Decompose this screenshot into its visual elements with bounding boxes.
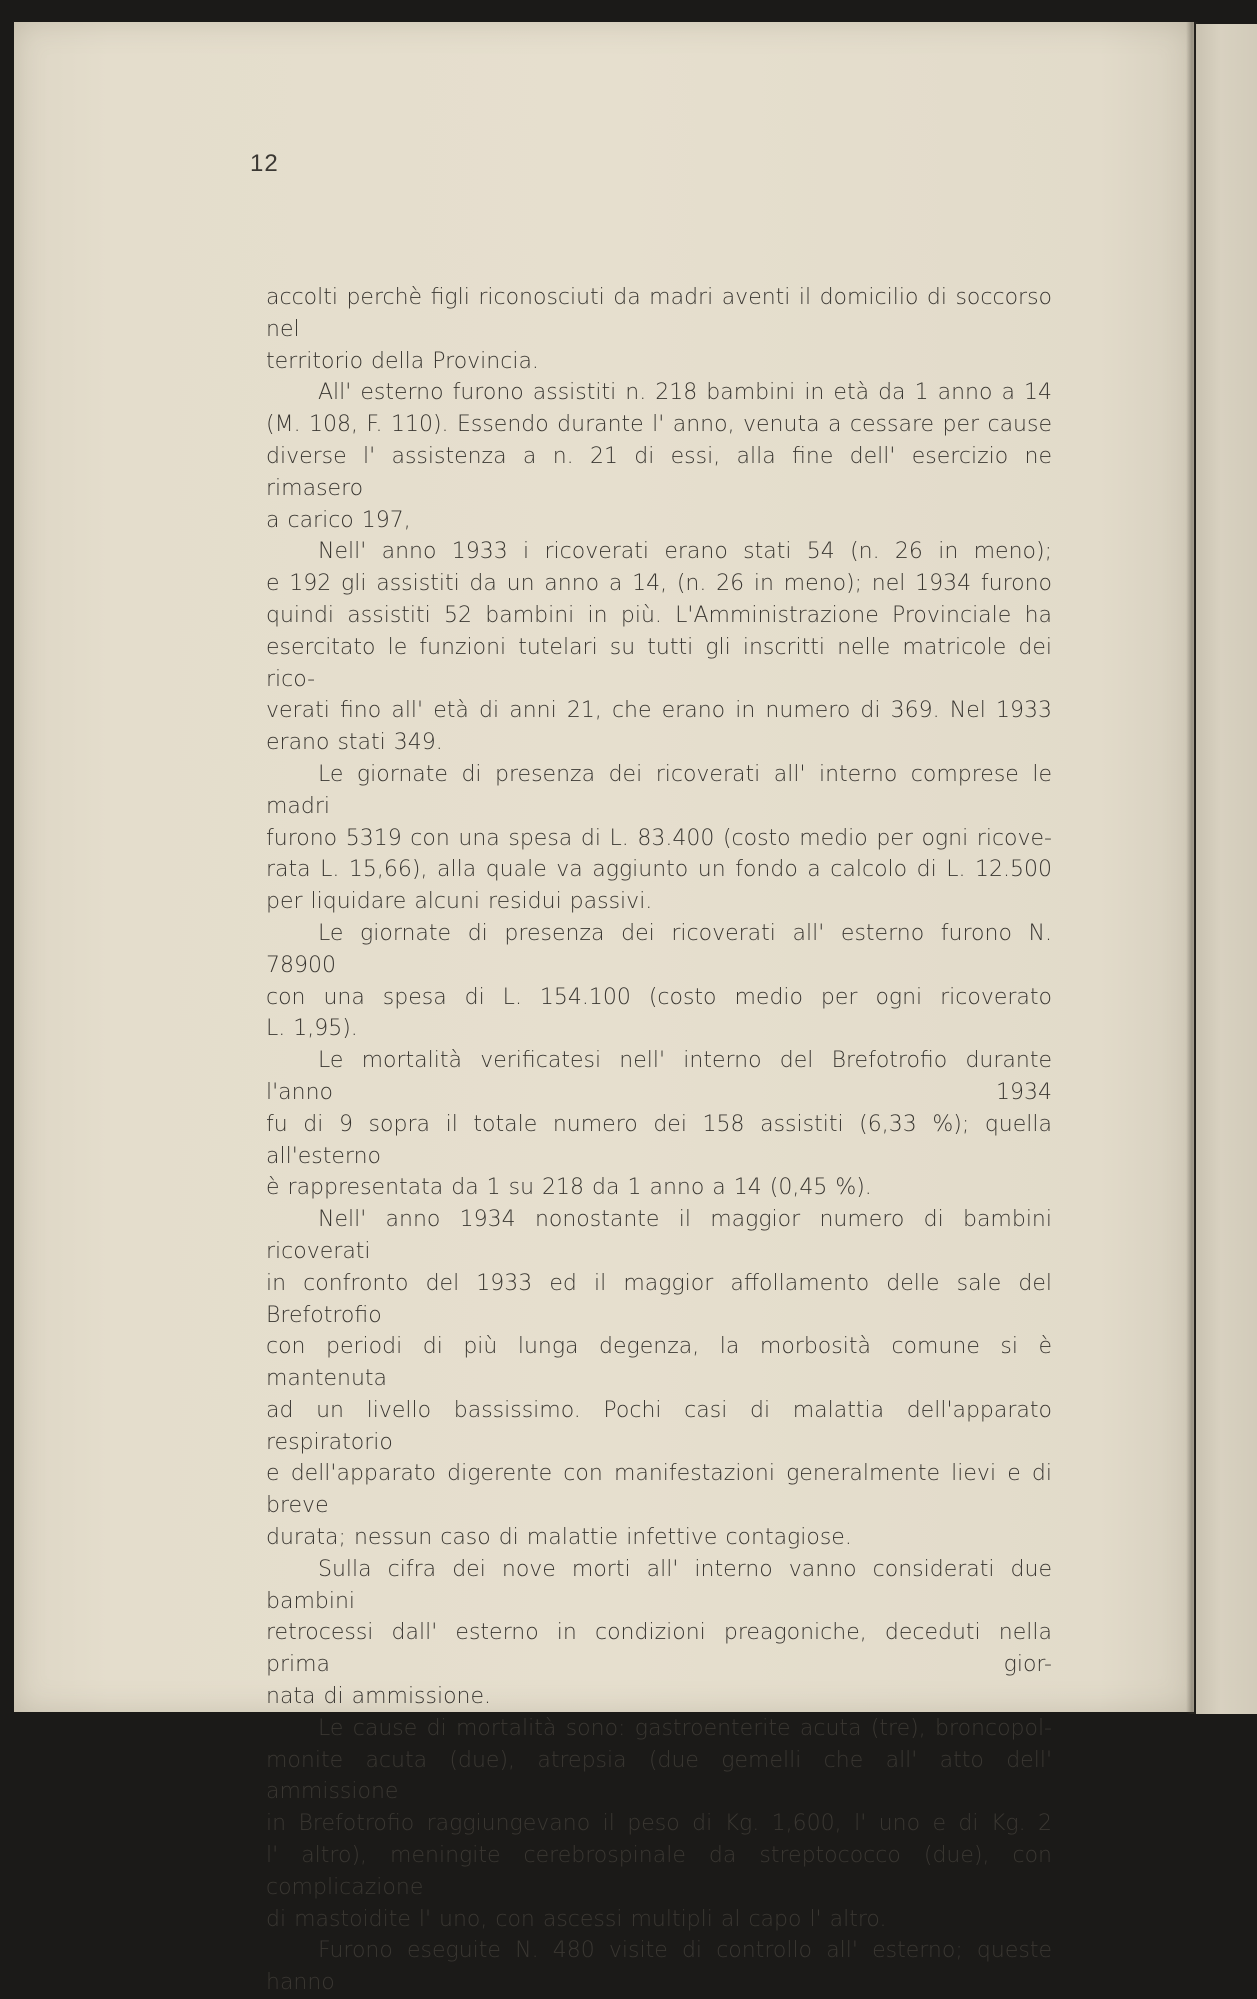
text-line: Le cause di mortalità sono: gastroenterite acuta (tre), broncopol- [318, 1715, 1052, 1741]
text-line: Sulla cifra dei nove morti all' interno vanno considerati due bambini [266, 1556, 1052, 1614]
text-line: territorio della Provincia. [266, 348, 539, 374]
text-line: l' altro), meningite cerebrospinale da streptococco (due), con complicazione [266, 1843, 1052, 1900]
paragraph [266, 1554, 1052, 1713]
body-text [266, 282, 1052, 1999]
text-line: diverse l' assistenza a n. 21 di essi, alla fine dell' esercizio ne rimasero [266, 443, 1052, 501]
text-line: furono 5319 con una spesa di L. 83.400 (costo medio per ogni ricove- [266, 825, 1052, 851]
text-line: Nell' anno 1933 i ricoverati erano stati 54 (n. 26 in meno); [318, 539, 1052, 565]
text-line: Le giornate di presenza dei ricoverati all' interno comprese le madri [266, 761, 1052, 819]
text-line: Le mortalità verificatesi nell' interno del Brefotrofio durante l'anno 1934 [266, 1048, 1052, 1105]
text-line: erano stati 349. [266, 730, 443, 756]
text-line: di mastoidite l' uno, con ascessi multipli al capo l' altro. [266, 1906, 887, 1932]
paragraph [266, 1935, 1052, 1999]
adjacent-page-edge [1196, 24, 1257, 1714]
paragraph [266, 1045, 1052, 1204]
text-line: retrocessi dall' esterno in condizioni preagoniche, deceduti nella prima gior- [266, 1620, 1052, 1678]
text-line: con periodi di più lunga degenza, la morbosità comune si è mantenuta [266, 1334, 1052, 1392]
text-line: rata L. 15,66), alla quale va aggiunto un fondo a calcolo di L. 12.500 [266, 857, 1052, 883]
text-line: Le giornate di presenza dei ricoverati all' esterno furono N. 78900 [266, 920, 1052, 978]
text-line: L. 1,95). [266, 1016, 358, 1042]
text-line: in confronto del 1933 ed il maggior affollamento delle sale del Brefotrofio [266, 1270, 1052, 1328]
paragraph [266, 918, 1052, 1045]
text-line: Furono eseguite N. 480 visite di controllo all' esterno; queste hanno [266, 1938, 1052, 1996]
text-line: Nell' anno 1934 nonostante il maggior numero di bambini ricoverati [266, 1207, 1052, 1264]
text-line: e dell'apparato digerente con manifestazioni generalmente lievi e di breve [266, 1461, 1052, 1519]
text-line: nata di ammissione. [266, 1684, 492, 1710]
text-line: con una spesa di L. 154.100 (costo medio per ogni ricoverato [266, 984, 1052, 1010]
text-line: fu di 9 sopra il totale numero dei 158 assistiti (6,33 %); quella all'esterno [266, 1111, 1052, 1169]
text-line: in Brefotrofio raggiungevano il peso di Kg. 1,600, l' uno e di Kg. 2 [266, 1811, 1052, 1837]
text-line: (M. 108, F. 110). Essendo durante l' anno, venuta a cessare per cause [266, 412, 1052, 438]
paragraph [266, 1713, 1052, 1936]
paragraph [266, 377, 1052, 536]
text-line: per liquidare alcuni residui passivi. [266, 889, 653, 915]
text-line: accolti perchè figli riconosciuti da madri aventi il domicilio di soccorso nel [266, 285, 1052, 342]
text-line: durata; nessun caso di malattie infettive contagiose. [266, 1525, 852, 1551]
paragraph [266, 282, 1052, 377]
text-line: monite acuta (due), atrepsia (due gemelli che all' atto dell' ammissione [266, 1747, 1052, 1805]
text-line: All' esterno furono assistiti n. 218 bambini in età da 1 anno a 14 [318, 380, 1052, 406]
paragraph [266, 759, 1052, 918]
text-line: verati fino all' età di anni 21, che erano in numero di 369. Nel 1933 [266, 698, 1052, 724]
text-line: a carico 197, [266, 507, 411, 533]
paragraph [266, 1204, 1052, 1554]
text-line: esercitato le funzioni tutelari su tutti gli inscritti nelle matricole dei rico- [266, 634, 1052, 692]
text-line: e 192 gli assistiti da un anno a 14, (n. 26 in meno); nel 1934 furono [266, 571, 1052, 597]
text-line: ad un livello bassissimo. Pochi casi di malattia dell'apparato respiratorio [266, 1397, 1052, 1455]
paragraph [266, 536, 1052, 759]
text-line: è rappresentata da 1 su 218 da 1 anno a 14 (0,45 %). [266, 1175, 872, 1201]
page-number: 12 [250, 150, 279, 177]
text-line: quindi assistiti 52 bambini in più. L'Amministrazione Provinciale ha [266, 602, 1052, 628]
